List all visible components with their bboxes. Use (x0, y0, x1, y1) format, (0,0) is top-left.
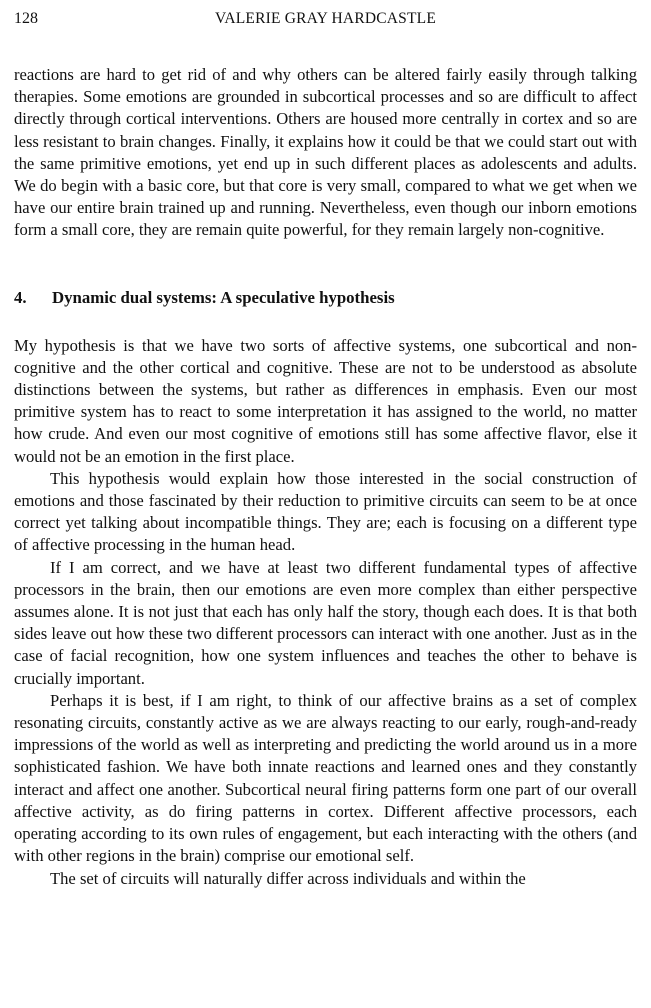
body-paragraph: If I am correct, and we have at least two different fundamental types of affective processors in the brain, then our emotions are even more complex than either perspective assumes alone. It is not just that each has only half the story, though each does. It is that both sides leave out how these two different processors can interact with one another. Just as in the case of facial recognition, how one system influences and teaches the other to behave is crucially important. (14, 557, 637, 688)
body-paragraph: Perhaps it is best, if I am right, to think of our affective brains as a set of complex resonating circuits, constantly active as we are always reacting to our early, rough-and-ready impressions of the world as well as interpreting and predicting the world around us in a more sophisticated fashion. We have both innate reactions and learned ones and they constantly interact and affect one another. Subcortical neural firing patterns form one part of our overall affective activity, as do firing patterns in cortex. Different affective processors, each operating according to its own rules of engagement, but each interacting with the others (and with other regions in the brain) comprise our emotional self. (14, 690, 637, 866)
body-paragraph: My hypothesis is that we have two sorts of affective systems, one subcortical and non-cognitive and the other cortical and cognitive. These are not to be understood as absolute distinctions between the systems, but rather as differences in emphasis. Even our most primitive system has to react to some interpretation it has assigned to the world, no matter how crude. And even our most cognitive of emotions still has some affective flavor, else it would not be an emotion in the first place. (14, 335, 637, 466)
section-heading (14, 287, 637, 309)
running-title: VALERIE GRAY HARDCASTLE (214, 10, 437, 27)
section-number: 4. (14, 287, 27, 307)
page-number: 128 (14, 10, 38, 27)
body-paragraph: reactions are hard to get rid of and why others can be altered fairly easily through talking therapies. Some emotions are grounded in subcortical processes and so are difficult to affect directly through cortical interventions. Others are housed more centrally in cortex and so are less resistant to brain changes. Finally, it explains how it could be that we could start out with the same primitive emotions, yet end up in such different places as adolescents and adults. We do begin with a basic core, but that core is very small, compared to what we get when we have our entire brain trained up and running. Nevertheless, even though our inborn emotions form a small core, they are remain quite powerful, for they remain largely non-cognitive. (14, 65, 637, 240)
section-title: Dynamic dual systems: A speculative hypothesis (52, 287, 395, 307)
book-page (14, 8, 637, 890)
body-paragraph: This hypothesis would explain how those interested in the social construction of emotions and those fascinated by their reduction to primitive circuits can seem to be at once correct yet talking about incompatible things. They are; each is focusing on a different type of affective processing in the human head. (14, 468, 637, 555)
running-header (14, 8, 637, 30)
body-paragraph: The set of circuits will naturally differ across individuals and within the (50, 868, 526, 888)
